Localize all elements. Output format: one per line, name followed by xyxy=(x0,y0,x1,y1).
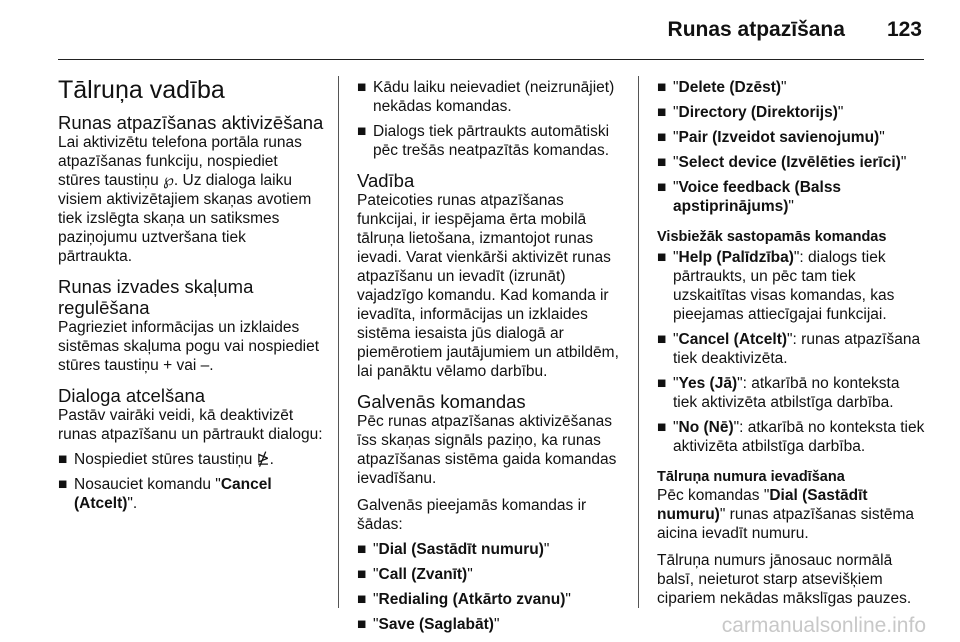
section-heading: Dialoga atcelšana xyxy=(58,385,206,406)
paragraph: Tālruņa numurs jānosauc normālā balsī, neieturot starp atsevišķiem cipariem nekādas mākslīgas pauzes. xyxy=(657,552,912,607)
paragraph: Pēc runas atpazīšanas aktivizēšanas īss skaņas signāls paziņo, ka runas atpazīšanas sistēma gaida komandas ievadīšanu. xyxy=(357,413,617,487)
column-3 xyxy=(657,76,927,608)
bullet-icon: ■ xyxy=(357,541,367,558)
subheading: Tālruņa numura ievadīšana xyxy=(657,469,845,485)
paragraph: Galvenās pieejamās komandas ir šādas: xyxy=(357,497,587,533)
subheading: Visbiežāk sastopamās komandas xyxy=(657,229,887,245)
list-item: ■ "Save (Saglabāt)" xyxy=(357,616,500,633)
paragraph: Pateicoties runas atpazīšanas funkcijai, ir iespējama ērta mobilā tālruņa lietošana, izmantojot runas ievadi. Varat vienkārši aktivizēt runas atpazīšanu un ievadīt (izrunāt) vajadzīgo komandu. Kad komanda ir ievadīta, informācijas un izklaides sistēma iesaista jūs dialogā ar piemērotiem jautājumiem un atbildēm, lai panāktu vēlamo darbību. xyxy=(357,192,619,380)
list-item: ■ "Cancel (Atcelt)": runas atpazīšana tiek deaktivizēta. xyxy=(657,331,921,367)
section-heading: Runas izvades skaļuma regulēšana xyxy=(58,276,254,318)
page-number: 123 xyxy=(886,18,922,41)
bullet-icon: ■ xyxy=(357,79,367,96)
list-item: ■ "Yes (Jā)": atkarībā no konteksta tiek aktivizēta atbilstīga darbība. xyxy=(657,375,900,411)
column-2 xyxy=(357,76,625,640)
bullet-icon: ■ xyxy=(657,331,667,348)
paragraph: Pēc komandas "Dial (Sastādīt numuru)" runas atpazīšanas sistēma aicina ievadīt numuru. xyxy=(657,487,915,542)
list-item: ■ "Delete (Dzēst)" xyxy=(657,79,787,96)
list-item: ■ "No (Nē)": atkarībā no konteksta tiek aktivizēta atbilstīga darbība. xyxy=(657,419,925,455)
section-heading: Galvenās komandas xyxy=(357,391,526,412)
header-title: Runas atpazīšana xyxy=(667,18,845,41)
list-item: ■ Nospiediet stūres taustiņu ⋭. xyxy=(58,451,274,468)
section-heading: Vadība xyxy=(357,170,415,191)
header-rule xyxy=(58,59,924,60)
list-item: ■ "Voice feedback (Balss apstiprinājums)" xyxy=(657,179,842,215)
bullet-icon: ■ xyxy=(58,476,68,493)
bullet-icon: ■ xyxy=(657,154,667,171)
bullet-icon: ■ xyxy=(657,129,667,146)
bullet-list xyxy=(357,78,625,160)
bullet-icon: ■ xyxy=(657,375,667,392)
bullet-icon: ■ xyxy=(357,591,367,608)
bullet-icon: ■ xyxy=(357,123,367,140)
section-heading: Runas atpazīšanas aktivizēšana xyxy=(58,112,324,133)
bullet-icon: ■ xyxy=(357,616,367,633)
list-item: ■ Dialogs tiek pārtraukts automātiski pēc trešās neatpazītās komandas. xyxy=(357,123,610,159)
bullet-icon: ■ xyxy=(657,249,667,266)
command-list xyxy=(357,540,625,634)
bullet-icon: ■ xyxy=(357,566,367,583)
list-item: ■ "Call (Zvanīt)" xyxy=(357,566,473,583)
bullet-icon: ■ xyxy=(657,79,667,96)
list-item: ■ "Directory (Direktorijs)" xyxy=(657,104,844,121)
page-heading: Tālruņa vadība xyxy=(58,76,225,104)
command-list xyxy=(657,78,927,216)
bullet-icon: ■ xyxy=(58,451,68,468)
paragraph: Pagrieziet informācijas un izklaides sistēmas skaļuma pogu vai nospiediet stūres taustiņu + vai –. xyxy=(58,319,320,374)
watermark: carmanualsonline.info xyxy=(721,614,926,637)
list-item: ■ Nosauciet komandu "Cancel (Atcelt)". xyxy=(58,476,272,512)
bullet-list xyxy=(657,248,927,456)
list-item: ■ Kādu laiku neievadiet (neizrunājiet) nekādas komandas. xyxy=(357,79,615,115)
list-item: ■ "Pair (Izveidot savienojumu)" xyxy=(657,129,885,146)
bullet-icon: ■ xyxy=(657,104,667,121)
column-1 xyxy=(58,76,324,519)
column-divider xyxy=(338,76,339,608)
bullet-list xyxy=(58,450,324,513)
list-item: ■ "Select device (Izvēlēties ierīci)" xyxy=(657,154,907,171)
running-header xyxy=(668,18,922,42)
paragraph: Pastāv vairāki veidi, kā deaktivizēt runas atpazīšanu un pārtraukt dialogu: xyxy=(58,407,323,443)
bullet-icon: ■ xyxy=(657,419,667,436)
list-item: ■ "Help (Palīdzība)": dialogs tiek pārtraukts, un pēc tam tiek uzskaitītas visas komandas, kas pieejamas attiecīgajai funkcijai. xyxy=(657,249,895,323)
list-item: ■ "Dial (Sastādīt numuru)" xyxy=(357,541,550,558)
paragraph: Lai aktivizētu telefona portāla runas atpazīšanas funkciju, nospiediet stūres taustiņu ℘. Uz dialoga laiku visiem aktivizētajiem skaņas avotiem tiek izslēgta skaņa un satiksmes paziņojumu uztveršana tiek pārtraukta. xyxy=(58,134,312,265)
bullet-icon: ■ xyxy=(657,179,667,196)
list-item: ■ "Redialing (Atkārto zvanu)" xyxy=(357,591,571,608)
column-divider xyxy=(638,76,639,608)
